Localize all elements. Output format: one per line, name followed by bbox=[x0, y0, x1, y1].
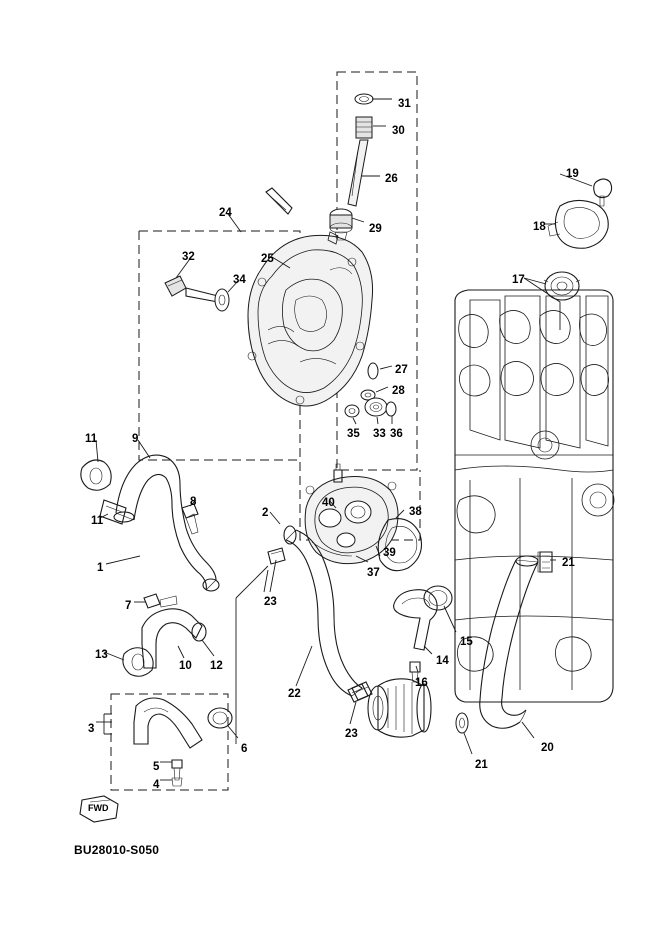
callout-number: 8 bbox=[190, 496, 197, 508]
callout-number: 14 bbox=[436, 655, 449, 667]
oring-15 bbox=[424, 586, 452, 610]
callout-number: 34 bbox=[233, 274, 246, 286]
thermostat-cap-assembly bbox=[544, 179, 612, 300]
callout-number: 23 bbox=[264, 596, 277, 608]
callout-number: 18 bbox=[533, 221, 546, 233]
callout-number: 12 bbox=[210, 660, 223, 672]
callout-number: 37 bbox=[367, 567, 380, 579]
callout-number: 2 bbox=[262, 507, 269, 519]
callout-number: 22 bbox=[288, 688, 301, 700]
water-pump-housing bbox=[305, 464, 421, 571]
callout-number: 20 bbox=[541, 742, 554, 754]
water-pump-shaft-assembly bbox=[330, 94, 373, 240]
callout-number: 31 bbox=[398, 98, 411, 110]
impeller-shaft-assembly bbox=[165, 276, 229, 311]
callout-number: 21 bbox=[562, 557, 575, 569]
engine-block-background bbox=[455, 290, 614, 702]
callout-number: 19 bbox=[566, 168, 579, 180]
fwd-direction-label: FWD bbox=[88, 803, 109, 813]
callout-number: 9 bbox=[132, 433, 139, 445]
callout-number: 27 bbox=[395, 364, 408, 376]
bolts-7-8 bbox=[144, 504, 198, 608]
callout-number: 35 bbox=[347, 428, 360, 440]
pipe-assembly-3 bbox=[134, 698, 232, 786]
oil-pipe-14 bbox=[394, 590, 438, 682]
callout-number: 38 bbox=[409, 506, 422, 518]
callout-number: 1 bbox=[97, 562, 104, 574]
callout-number: 29 bbox=[369, 223, 382, 235]
callout-number: 11 bbox=[91, 515, 104, 527]
callout-number: 3 bbox=[88, 723, 95, 735]
pipe-10-12 bbox=[123, 609, 206, 676]
callout-number: 28 bbox=[392, 385, 405, 397]
callout-number: 4 bbox=[153, 779, 160, 791]
callout-number: 17 bbox=[512, 274, 525, 286]
callout-number: 6 bbox=[241, 743, 248, 755]
callout-number: 24 bbox=[219, 207, 232, 219]
callout-number: 23 bbox=[345, 728, 358, 740]
callout-number: 10 bbox=[179, 660, 192, 672]
callout-number: 15 bbox=[460, 636, 473, 648]
callout-number: 40 bbox=[322, 497, 335, 509]
callout-number: 25 bbox=[261, 253, 274, 265]
bolt-29 bbox=[266, 188, 292, 214]
callout-number: 33 bbox=[373, 428, 386, 440]
callout-number: 13 bbox=[95, 649, 108, 661]
part-code-label: BU28010-S050 bbox=[74, 843, 160, 857]
callout-number: 16 bbox=[415, 677, 428, 689]
callout-number: 7 bbox=[125, 600, 132, 612]
callout-number: 39 bbox=[383, 547, 396, 559]
callout-number: 30 bbox=[392, 125, 405, 137]
callout-number: 32 bbox=[182, 251, 195, 263]
callout-number: 21 bbox=[475, 759, 488, 771]
leader-lines bbox=[96, 99, 592, 780]
oil-cooler bbox=[352, 679, 468, 737]
callout-number: 26 bbox=[385, 173, 398, 185]
callout-number: 36 bbox=[390, 428, 403, 440]
callout-number: 5 bbox=[153, 761, 160, 773]
callout-number: 11 bbox=[85, 433, 98, 445]
